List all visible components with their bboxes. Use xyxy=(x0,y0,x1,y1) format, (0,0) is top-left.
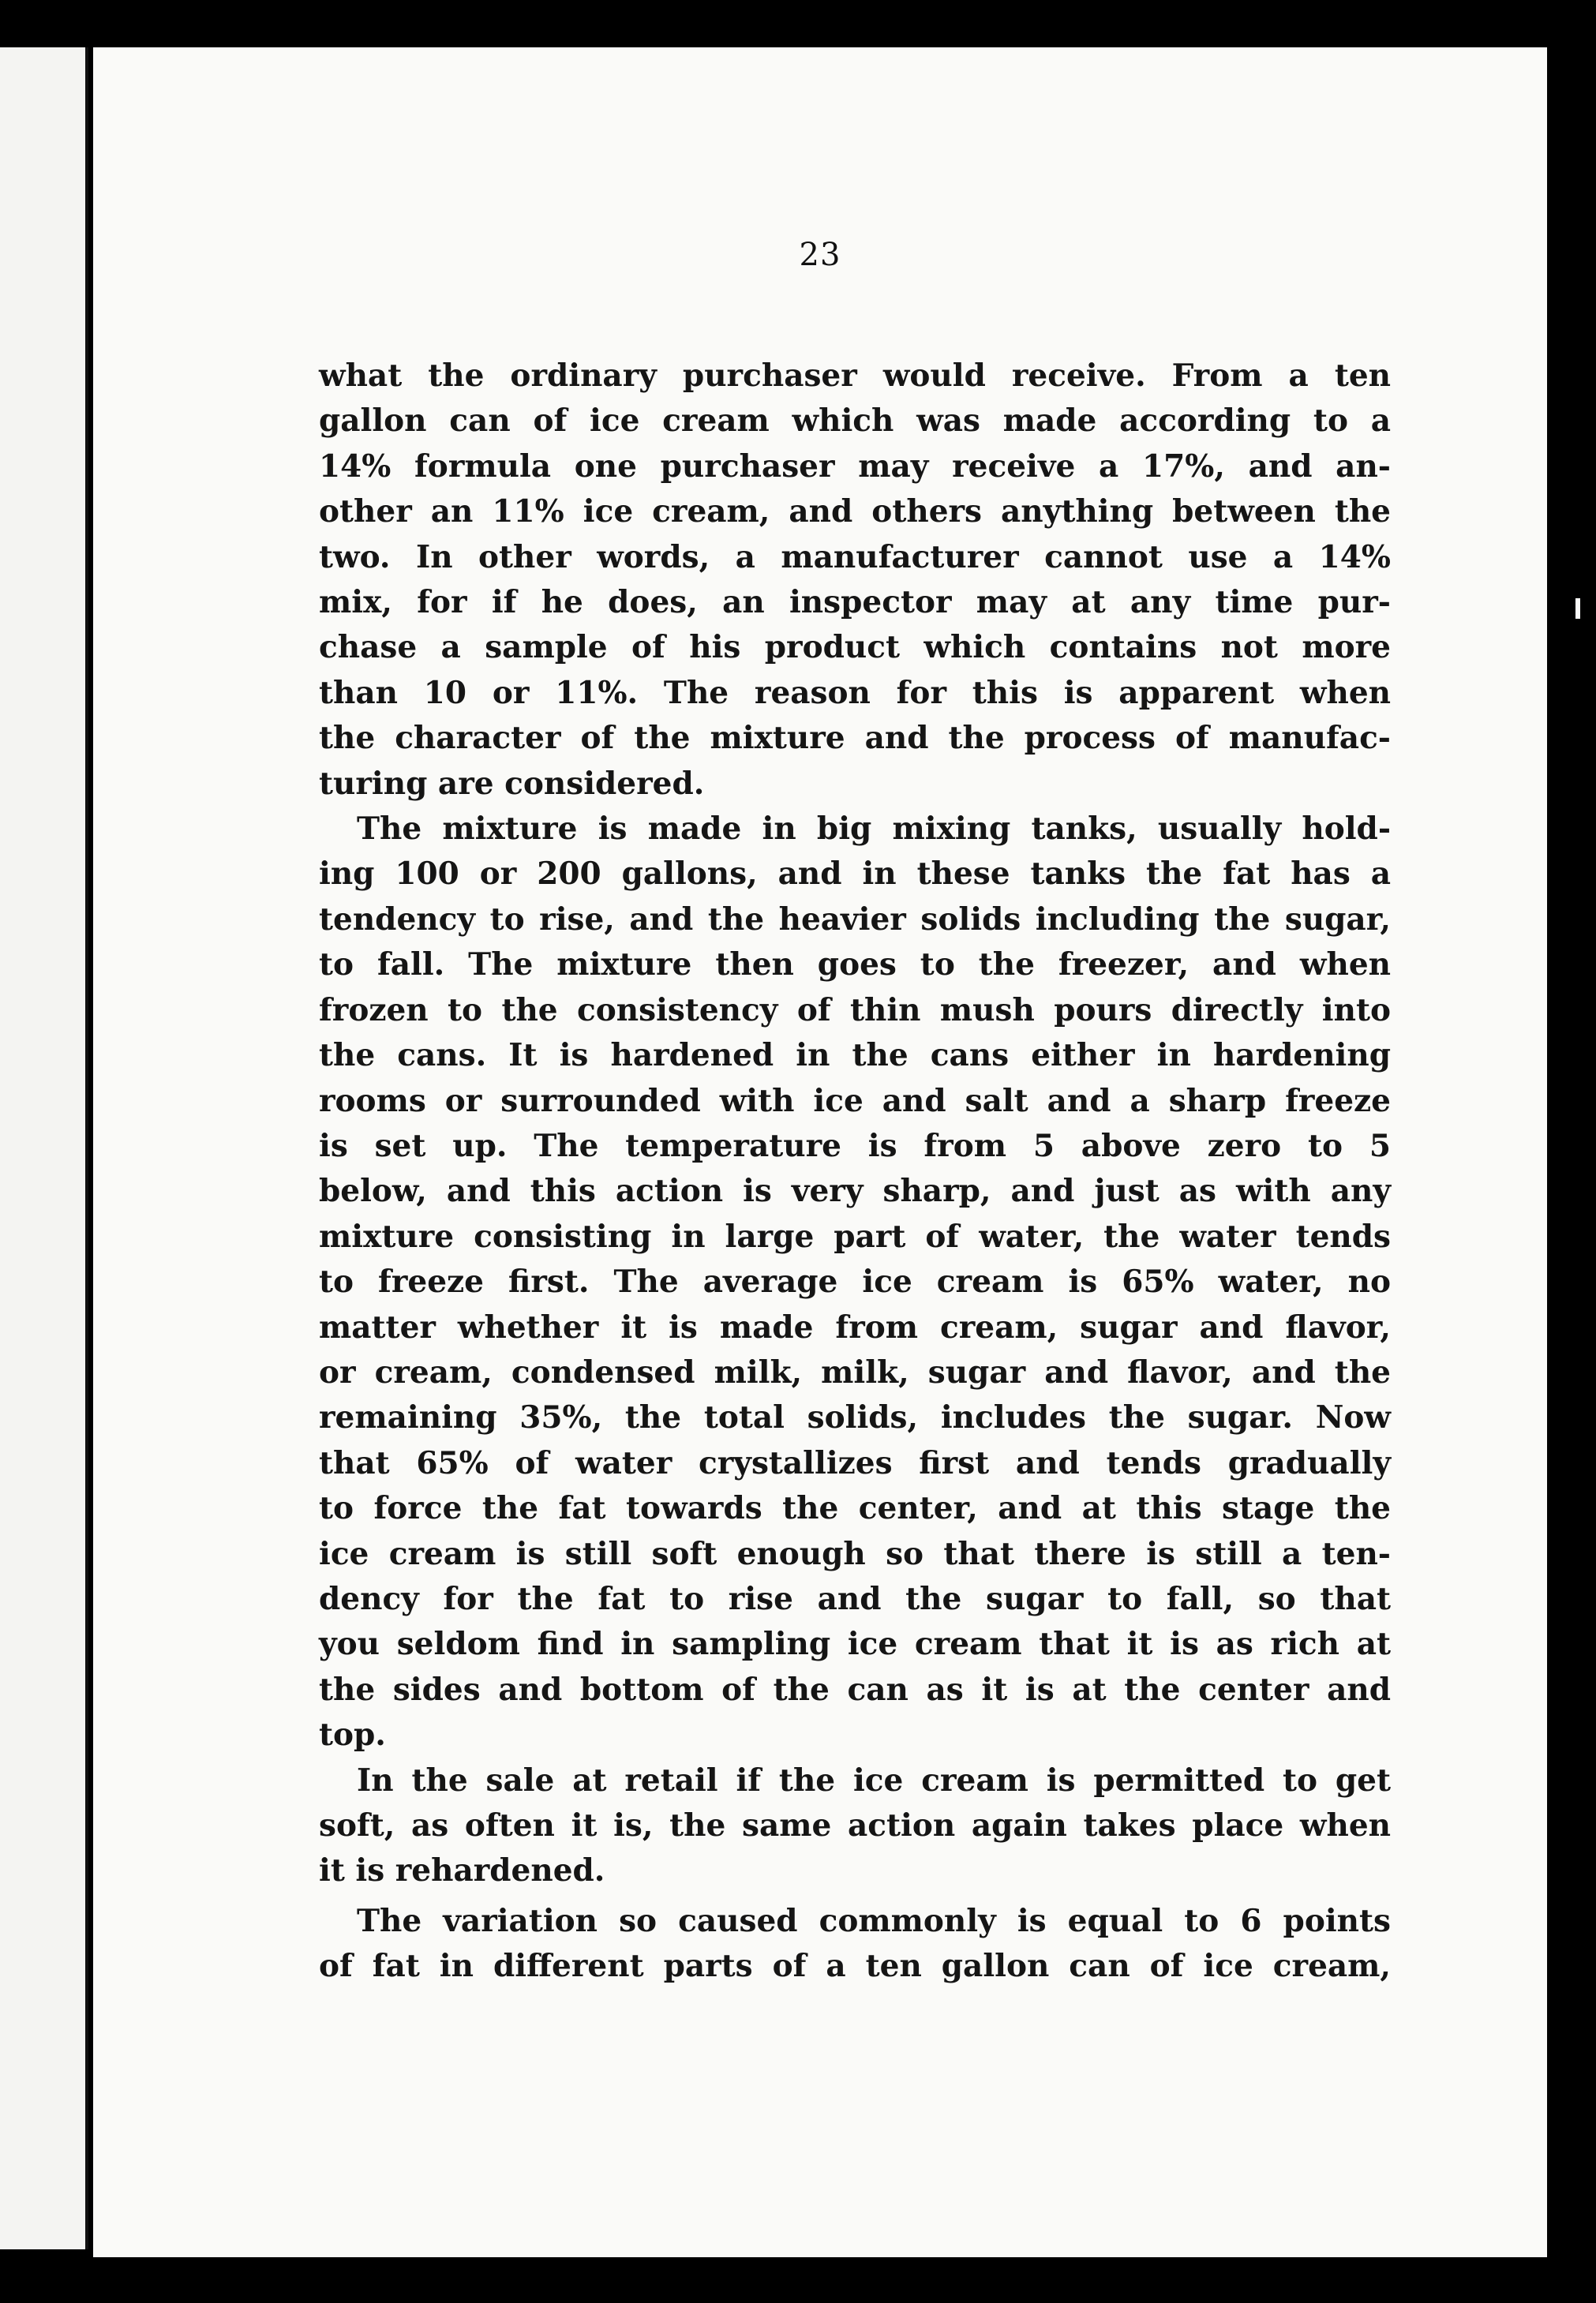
text-line: than 10 or 11%. The reason for this is apparent when xyxy=(319,674,1391,711)
text-line: The mixture is made in big mixing tanks, usually hold- xyxy=(357,811,1391,848)
facing-page-edge xyxy=(0,47,85,2249)
text-line: below, and this action is very sharp, and just as with any xyxy=(319,1173,1391,1210)
page-body-text xyxy=(319,354,1391,1990)
text-line: In the sale at retail if the ice cream is permitted to get xyxy=(357,1762,1391,1799)
text-line: other an 11% ice cream, and others anything between the xyxy=(319,493,1391,530)
text-line: ice cream is still soft enough so that there is still a ten- xyxy=(319,1535,1391,1572)
text-line: it is rehardened. xyxy=(319,1852,605,1889)
text-line: two. In other words, a manufacturer cannot use a 14% xyxy=(319,538,1391,575)
text-line: the sides and bottom of the can as it is at the center and xyxy=(319,1671,1391,1708)
text-line: ing 100 or 200 gallons, and in these tanks the fat has a xyxy=(319,856,1391,893)
text-line: dency for the fat to rise and the sugar to fall, so that xyxy=(319,1580,1391,1617)
text-line: The variation so caused commonly is equal to 6 points xyxy=(357,1902,1391,1939)
text-line: is set up. The temperature is from 5 above zero to 5 xyxy=(319,1127,1391,1164)
text-line: the character of the mixture and the process of manufac- xyxy=(319,720,1391,757)
text-line: matter whether it is made from cream, sugar and flavor, xyxy=(319,1309,1391,1346)
text-line: of fat in different parts of a ten gallon can of ice cream, xyxy=(319,1948,1391,1985)
text-line: chase a sample of his product which contains not more xyxy=(319,629,1391,666)
text-line: the cans. It is hardened in the cans either in hardening xyxy=(319,1037,1391,1074)
text-line: frozen to the consistency of thin mush pours directly into xyxy=(319,991,1391,1028)
text-line: or cream, condensed milk, milk, sugar and flavor, and the xyxy=(319,1354,1391,1391)
text-line: that 65% of water crystallizes first and tends gradually xyxy=(319,1444,1391,1481)
text-line: turing are considered. xyxy=(319,765,705,802)
text-line: to force the fat towards the center, and at this stage the xyxy=(319,1490,1391,1527)
text-line: mixture consisting in large part of water, the water tends xyxy=(319,1218,1391,1255)
text-line: mix, for if he does, an inspector may at any time pur- xyxy=(319,584,1391,621)
text-line: to fall. The mixture then goes to the freezer, and when xyxy=(319,946,1391,983)
text-line: you seldom find in sampling ice cream that it is as rich at xyxy=(319,1626,1391,1663)
page-number: 23 xyxy=(799,237,841,273)
book-page xyxy=(93,47,1547,2257)
text-line: soft, as often it is, the same action again takes place when xyxy=(319,1807,1391,1844)
text-line: 14% formula one purchaser may receive a 17%, and an- xyxy=(319,447,1391,485)
text-line: tendency to rise, and the heavier solids including the sugar, xyxy=(319,901,1391,938)
text-line: rooms or surrounded with ice and salt and a sharp freeze xyxy=(319,1082,1391,1119)
page-edge-mark xyxy=(1575,598,1580,619)
text-line: top. xyxy=(319,1717,386,1754)
text-line: what the ordinary purchaser would receive. From a ten xyxy=(319,358,1391,394)
text-line: gallon can of ice cream which was made according to a xyxy=(319,403,1391,440)
text-line: remaining 35%, the total solids, includes the sugar. Now xyxy=(319,1399,1391,1436)
text-line: to freeze first. The average ice cream is 65% water, no xyxy=(319,1264,1391,1301)
binding-line xyxy=(88,47,92,2249)
